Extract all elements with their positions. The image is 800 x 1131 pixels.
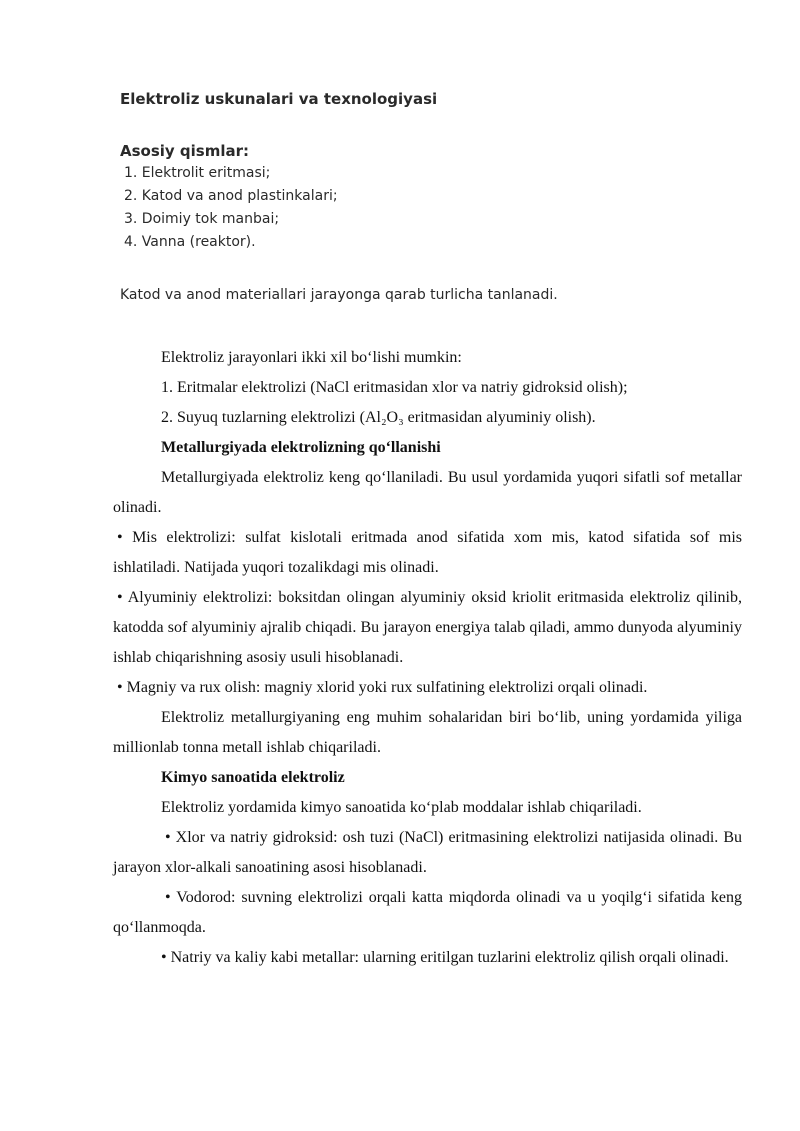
paragraph: Metallurgiyada elektroliz keng qo‘llaniladi. Bu usul yordamida yuqori sifatli sof metallar olinadi. <box>113 469 742 516</box>
paragraph: • Natriy va kaliy kabi metallar: ularning eritilgan tuzlarini elektroliz qilish orqali olinadi. <box>161 949 729 966</box>
parts-list <box>120 162 680 254</box>
list-item: 4. Vanna (reaktor). <box>124 234 256 250</box>
paragraph: 2. Suyuq tuzlarning elektrolizi (Al₂O₃ eritmasidan alyuminiy olish). <box>161 409 596 426</box>
paragraph: • Mis elektrolizi: sulfat kislotali eritmada anod sifatida xom mis, katod sifatida sof mis ishlatiladi. Natijada yuqori tozalikdagi mis olinadi. <box>113 529 742 576</box>
document-body <box>113 343 742 973</box>
box-note: Katod va anod materiallari jarayonga qarab turlicha tanlanadi. <box>120 287 558 303</box>
equipment-summary-box <box>120 88 680 306</box>
paragraph: • Magniy va rux olish: magniy xlorid yoki rux sulfatining elektrolizi orqali olinadi. <box>117 679 648 696</box>
paragraph: • Alyuminiy elektrolizi: boksitdan olingan alyuminiy oksid kriolit eritmasida elektroliz qilinib, katodda sof alyuminiy ajralib chiqadi. Bu jarayon energiya talab qiladi, ammo dunyoda alyuminiy ishlab chiqarishning asosiy usuli hisoblanadi. <box>113 589 742 666</box>
box-subtitle: Asosiy qismlar: <box>120 142 250 160</box>
paragraph: Elektroliz yordamida kimyo sanoatida ko‘plab moddalar ishlab chiqariladi. <box>161 799 642 816</box>
list-item: 3. Doimiy tok manbai; <box>124 211 280 227</box>
section-heading: Metallurgiyada elektrolizning qo‘llanishi <box>161 439 441 456</box>
list-item: 1. Elektrolit eritmasi; <box>124 165 271 181</box>
paragraph: Elektroliz jarayonlari ikki xil bo‘lishi mumkin: <box>161 349 462 366</box>
paragraph: 1. Eritmalar elektrolizi (NaCl eritmasidan xlor va natriy gidroksid olish); <box>161 379 628 396</box>
paragraph: Elektroliz metallurgiyaning eng muhim sohalaridan biri bo‘lib, uning yordamida yiliga millionlab tonna metall ishlab chiqariladi. <box>113 709 742 756</box>
section-heading: Kimyo sanoatida elektroliz <box>161 769 345 786</box>
paragraph: • Xlor va natriy gidroksid: osh tuzi (NaCl) eritmasining elektrolizi natijasida olinadi. Bu jarayon xlor-alkali sanoatining asosi hisoblanadi. <box>113 829 742 876</box>
list-item: 2. Katod va anod plastinkalari; <box>124 188 338 204</box>
box-title: Elektroliz uskunalari va texnologiyasi <box>120 90 438 108</box>
paragraph: • Vodorod: suvning elektrolizi orqali katta miqdorda olinadi va u yoqilg‘i sifatida keng qo‘llanmoqda. <box>113 889 742 936</box>
